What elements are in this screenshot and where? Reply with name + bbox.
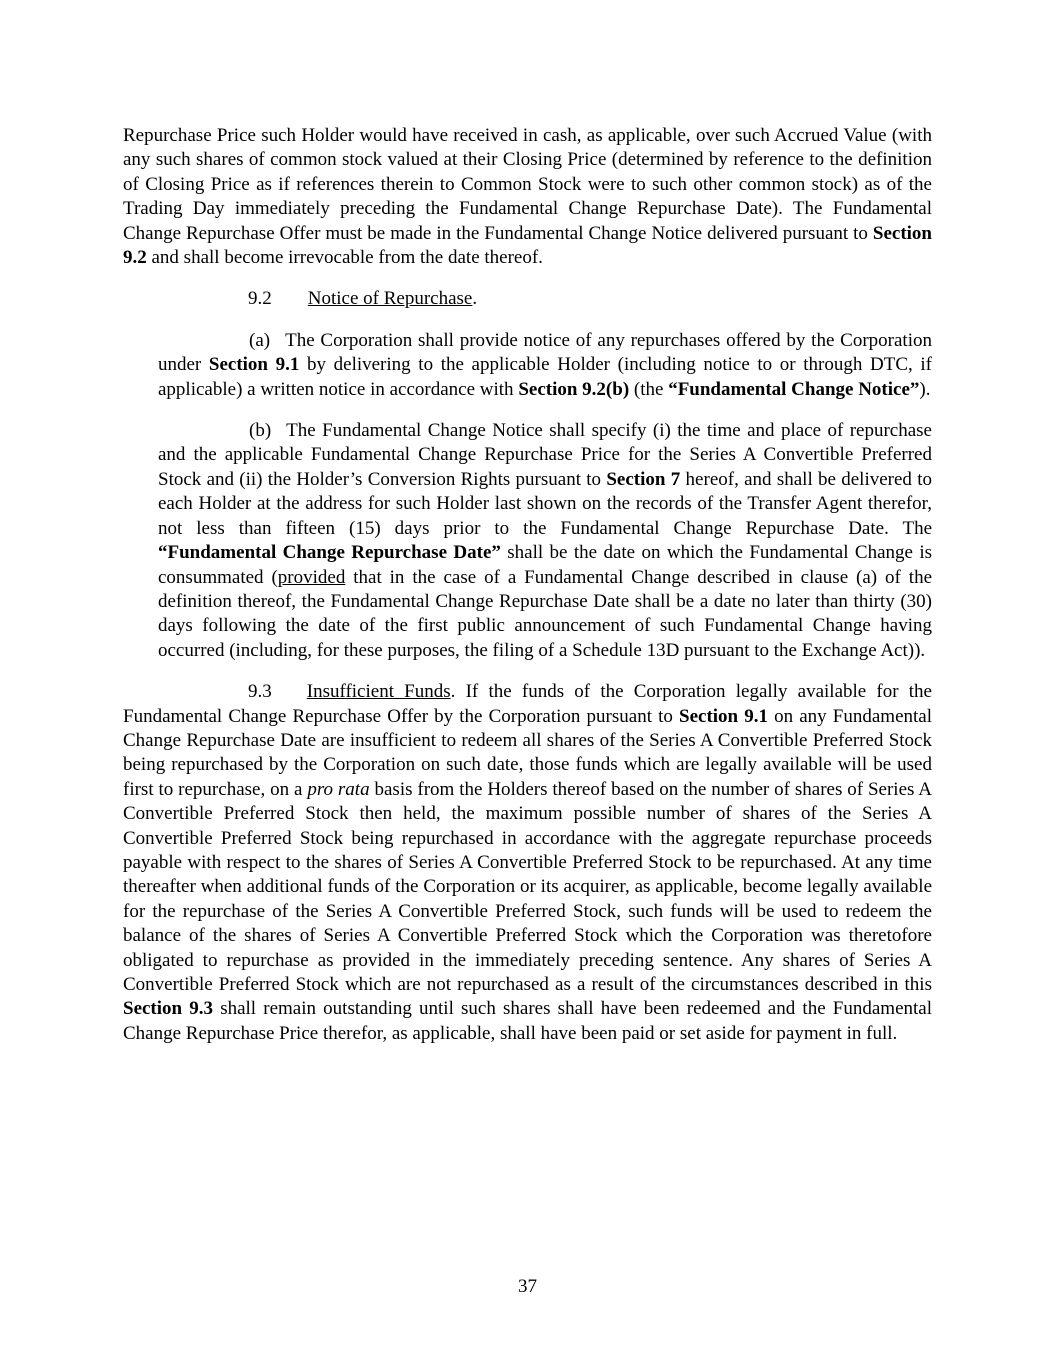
text-run: 9.2 <box>248 288 272 310</box>
text-run: provided <box>277 566 346 588</box>
text-run: Notice of Repurchase <box>307 288 473 310</box>
text-run: that in the case of a Fundamental Change described in clause (a) of the definition thereof, the Fundamental Change Repurchase Date shall be a date no later than thirty (30) days following the date of the first public announcement of such Fundamental Change having occurred (including, for these purposes, the filing of a Schedule 13D pursuant to the Exchange Act)). <box>158 566 933 661</box>
paragraph-9-3 <box>123 680 932 1046</box>
text-run: 9.3 <box>248 681 272 703</box>
text-run: Section 7 <box>606 468 681 490</box>
text-run: shall be the date on which the Fundamental Change is consummated ( <box>158 542 933 588</box>
text-run: The Corporation shall provide notice of any repurchases offered by the Corporation under <box>158 329 932 376</box>
text-run: The Fundamental Change Notice shall specify (i) the time and place of repurchase and the applicable Fundamental Change Repurchase Price for the Series A Convertible Preferred Stock and (ii) the Holder’s Conversion Rights pursuant to <box>158 420 932 490</box>
text-run: pro rata <box>307 778 370 800</box>
text-run: “Fundamental Change Notice” <box>668 378 920 400</box>
tab-space <box>272 303 308 304</box>
section-heading-9-2 <box>123 287 932 311</box>
text-run: Section 9.1 <box>208 354 300 376</box>
document-body <box>123 124 932 1063</box>
paragraph-9-2-a <box>158 329 932 402</box>
text-run: “Fundamental Change Repurchase Date” <box>158 542 501 564</box>
paragraph-continuation <box>123 124 932 270</box>
text-run: (the <box>629 378 669 400</box>
text-run: on any Fundamental Change Repurchase Date are insufficient to redeem all shares of the Series A Convertible Preferred Stock being repurchased by the Corporation on such date, those funds which are legally available will be used first to repurchase, on a <box>123 705 933 800</box>
text-run: shall remain outstanding until such shares shall have been redeemed and the Fundamental Change Repurchase Price therefor, as applicable, shall have been paid or set aside for payment in full. <box>123 998 932 1044</box>
text-run: . If the funds of the Corporation legally available for the Fundamental Change Repurchase Offer by the Corporation pursuant to <box>123 681 932 727</box>
tab-space <box>270 345 285 346</box>
text-run: hereof, and shall be delivered to each Holder at the address for such Holder last shown on the records of the Transfer Agent therefor, not less than fifteen (15) days prior to the Fundamental Change Repurchase Date. The <box>158 468 933 539</box>
text-run: Section 9.3 <box>123 998 214 1020</box>
tab-space <box>271 435 286 436</box>
text-run: Section 9.1 <box>679 705 768 727</box>
page-number: 37 <box>518 1276 537 1297</box>
text-run: (b) <box>249 420 272 442</box>
tab-space <box>272 696 307 697</box>
paragraph-9-2-b <box>158 419 932 663</box>
text-run: ). <box>919 378 931 400</box>
text-run: Section 9.2 <box>123 222 932 269</box>
text-run: (a) <box>249 329 271 351</box>
text-run: and shall become irrevocable from the date thereof. <box>146 247 543 269</box>
page-footer <box>0 1276 1055 1298</box>
text-run: Repurchase Price such Holder would have received in cash, as applicable, over such Accrued Value (with any such shares of common stock valued at their Closing Price (determined by reference to the definition of Closing Price as if references therein to Common Stock were to such other common stock) as of the Trading Day immediately preceding the Fundamental Change Repurchase Date). The Fundamental Change Repurchase Offer must be made in the Fundamental Change Notice delivered pursuant to <box>123 125 932 244</box>
text-run: basis from the Holders thereof based on the number of shares of Series A Convertible Preferred Stock then held, the maximum possible number of shares of the Series A Convertible Preferred Stock being repurchased in accordance with the aggregate repurchase proceeds payable with respect to the shares of Series A Convertible Preferred Stock to be repurchased. At any time thereafter when additional funds of the Corporation or its acquirer, as applicable, become legally available for the repurchase of the Series A Convertible Preferred Stock, such funds will be used to redeem the balance of the shares of Series A Convertible Preferred Stock which the Corporation was theretofore obligated to repurchase as provided in the immediately preceding sentence. Any shares of Series A Convertible Preferred Stock which are not repurchased as a result of the circumstances described in this <box>123 778 932 995</box>
text-run: Section 9.2(b) <box>518 378 630 400</box>
text-run: by delivering to the applicable Holder (including notice to or through DTC, if applicable) a written notice in accordance with <box>158 354 932 400</box>
text-run: . <box>472 288 478 310</box>
text-run: Insufficient Funds <box>306 681 451 703</box>
